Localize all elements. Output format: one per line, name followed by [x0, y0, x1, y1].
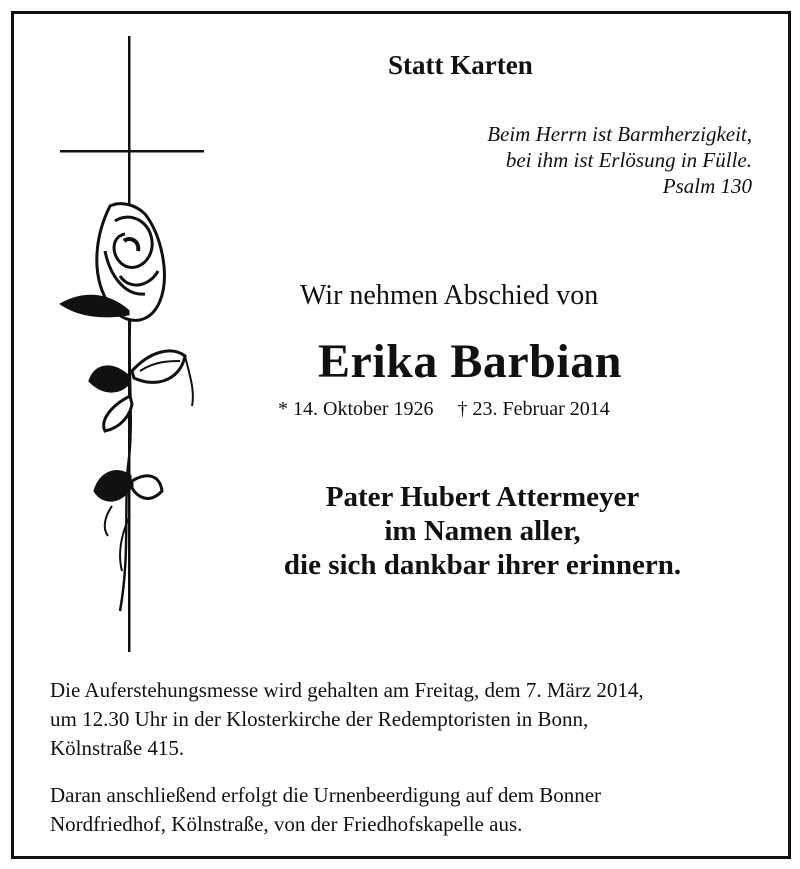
mourner-line: Pater Hubert Attermeyer [325, 481, 640, 513]
service-paragraph [50, 676, 644, 763]
deceased-name: Erika Barbian [318, 335, 622, 388]
cross-icon [60, 36, 204, 652]
burial-line: Daran anschließend erfolgt die Urnenbeerdigung auf dem Bonner [50, 783, 602, 807]
mourner-line: die sich dankbar ihrer erinnern. [283, 549, 682, 581]
burial-line: Nordfriedhof, Kölnstraße, von der Friedhofskapelle aus. [50, 812, 523, 836]
farewell-intro: Wir nehmen Abschied von [300, 280, 599, 311]
life-dates [278, 398, 610, 421]
psalm-quote [487, 121, 752, 199]
psalm-line: Beim Herrn ist Barmherzigkeit, [487, 122, 752, 146]
cross-rose-illustration [50, 36, 210, 656]
notice-heading: Statt Karten [388, 50, 533, 80]
service-line: Kölnstraße 415. [50, 736, 185, 760]
psalm-reference: Psalm 130 [662, 174, 752, 198]
mourner-line: im Namen aller, [384, 515, 581, 547]
service-line: um 12.30 Uhr in der Klosterkirche der Redemptoristen in Bonn, [50, 707, 589, 731]
rose-icon [62, 204, 193, 611]
mourners-block [245, 480, 720, 582]
birth-date: * 14. Oktober 1926 [278, 398, 434, 420]
burial-paragraph [50, 781, 601, 839]
death-date: † 23. Februar 2014 [457, 398, 610, 420]
psalm-line: bei ihm ist Erlösung in Fülle. [505, 148, 752, 172]
service-line: Die Auferstehungsmesse wird gehalten am Freitag, dem 7. März 2014, [50, 678, 644, 702]
